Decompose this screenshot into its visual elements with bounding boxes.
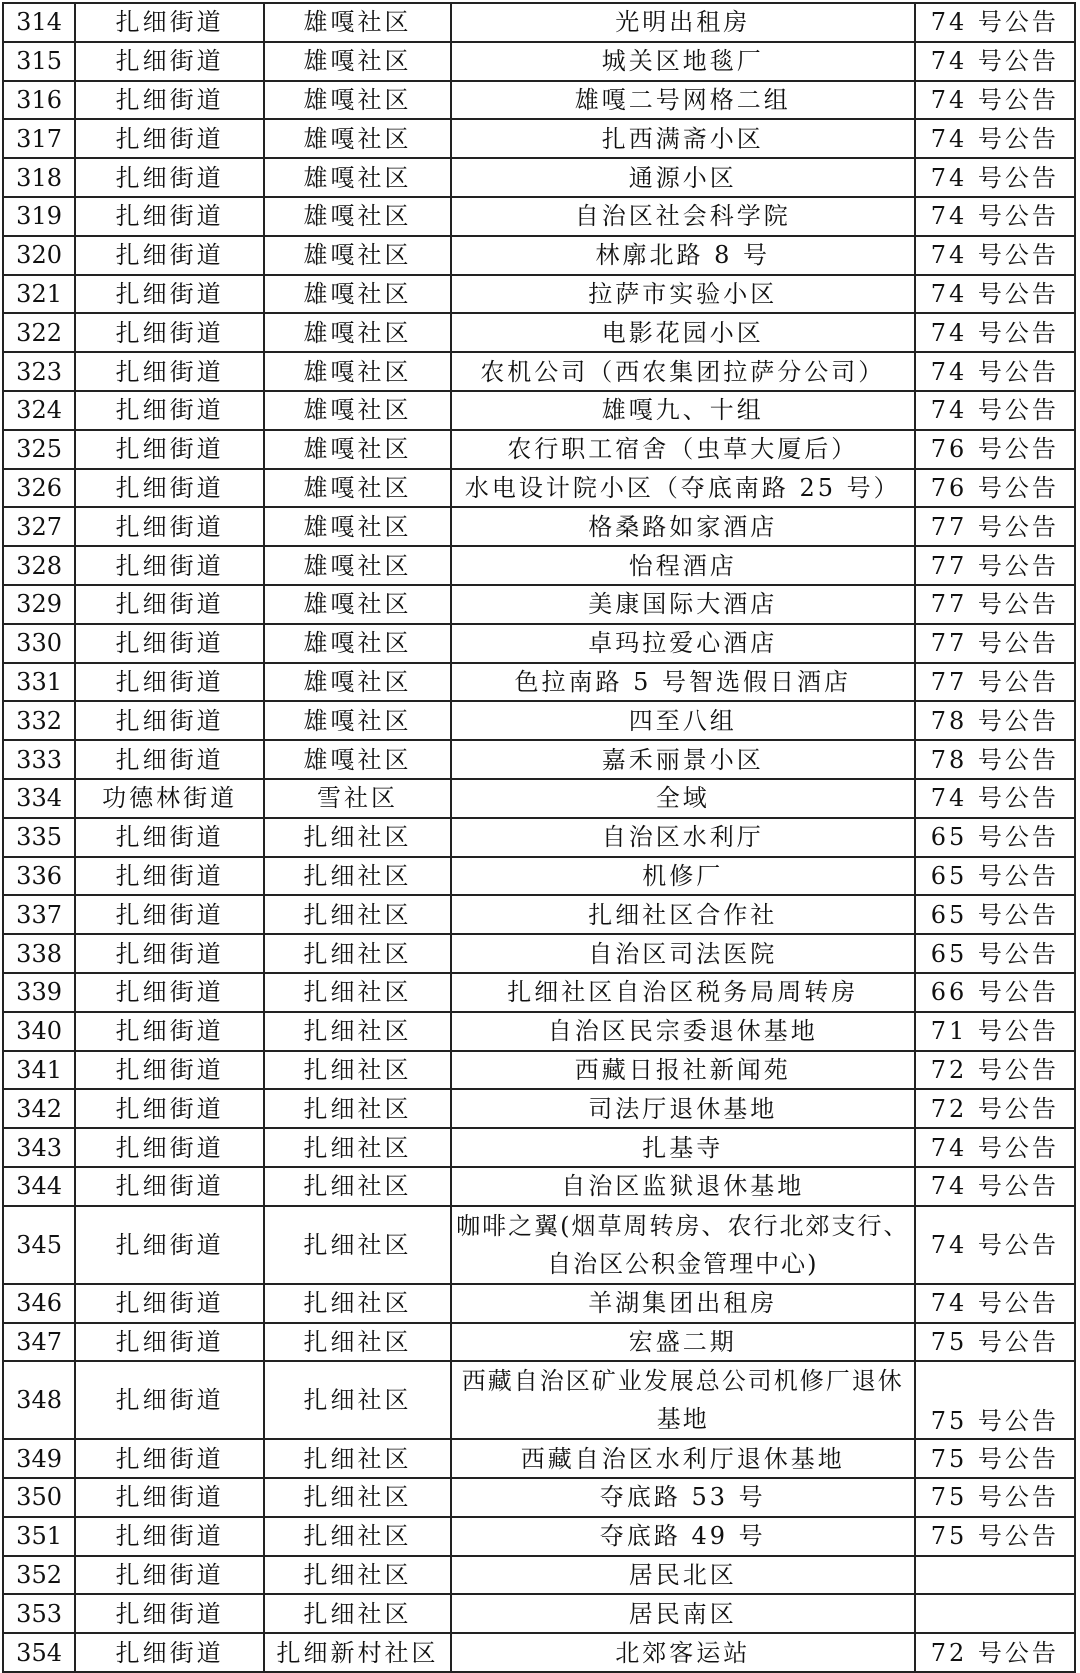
notice-cell: 77 号公告	[915, 663, 1075, 702]
table-row	[3, 1556, 1075, 1595]
table-row	[3, 352, 1075, 391]
row-number-cell: 344	[3, 1167, 75, 1206]
row-number-cell: 338	[3, 934, 75, 973]
street-cell: 扎细街道	[75, 275, 264, 314]
notice-cell: 74 号公告	[915, 391, 1075, 430]
place-cell: 卓玛拉爱心酒店	[451, 624, 915, 663]
place-cell: 水电设计院小区（夺底南路 25 号）	[451, 469, 915, 508]
community-cell: 扎细社区	[264, 1012, 451, 1051]
notice-cell: 74 号公告	[915, 236, 1075, 275]
place-cell: 自治区民宗委退休基地	[451, 1012, 915, 1051]
notice-cell: 75 号公告	[915, 1439, 1075, 1478]
street-cell: 扎细街道	[75, 1167, 264, 1206]
row-number-cell: 348	[3, 1361, 75, 1439]
table-row	[3, 585, 1075, 624]
row-number-cell: 351	[3, 1517, 75, 1556]
notice-cell: 72 号公告	[915, 1089, 1075, 1128]
community-cell: 扎细社区	[264, 1167, 451, 1206]
notice-cell: 75 号公告	[915, 1361, 1075, 1439]
community-cell: 扎细社区	[264, 1128, 451, 1167]
community-cell: 雄嘎社区	[264, 391, 451, 430]
street-cell: 扎细街道	[75, 158, 264, 197]
street-cell: 扎细街道	[75, 119, 264, 158]
place-cell: 北郊客运站	[451, 1633, 915, 1672]
row-number-cell: 354	[3, 1633, 75, 1672]
place-cell: 扎细社区自治区税务局周转房	[451, 973, 915, 1012]
place-cell: 扎细社区合作社	[451, 895, 915, 934]
row-number-cell: 323	[3, 352, 75, 391]
community-cell: 雄嘎社区	[264, 469, 451, 508]
community-cell: 扎细社区	[264, 1439, 451, 1478]
place-cell: 西藏自治区水利厅退休基地	[451, 1439, 915, 1478]
community-cell: 雪社区	[264, 779, 451, 818]
table-row	[3, 701, 1075, 740]
row-number-cell: 352	[3, 1556, 75, 1595]
street-cell: 扎细街道	[75, 1051, 264, 1090]
place-cell: 怡程酒店	[451, 546, 915, 585]
notice-cell: 75 号公告	[915, 1517, 1075, 1556]
community-cell: 扎细新村社区	[264, 1633, 451, 1672]
place-cell: 雄嘎二号网格二组	[451, 81, 915, 120]
table-row	[3, 1051, 1075, 1090]
row-number-cell: 333	[3, 740, 75, 779]
row-number-cell: 349	[3, 1439, 75, 1478]
community-cell: 雄嘎社区	[264, 740, 451, 779]
row-number-cell: 336	[3, 857, 75, 896]
table-row	[3, 1128, 1075, 1167]
street-cell: 扎细街道	[75, 818, 264, 857]
table-row	[3, 1594, 1075, 1633]
notice-cell	[915, 1594, 1075, 1633]
community-cell: 扎细社区	[264, 1594, 451, 1633]
street-cell: 扎细街道	[75, 430, 264, 469]
notice-cell: 74 号公告	[915, 779, 1075, 818]
place-cell: 电影花园小区	[451, 313, 915, 352]
row-number-cell: 347	[3, 1323, 75, 1362]
table-row	[3, 818, 1075, 857]
place-cell: 司法厅退休基地	[451, 1089, 915, 1128]
community-cell: 雄嘎社区	[264, 119, 451, 158]
notice-cell: 65 号公告	[915, 895, 1075, 934]
community-cell: 扎细社区	[264, 1361, 451, 1439]
street-cell: 扎细街道	[75, 1517, 264, 1556]
community-cell: 雄嘎社区	[264, 663, 451, 702]
community-cell: 雄嘎社区	[264, 507, 451, 546]
row-number-cell: 330	[3, 624, 75, 663]
community-cell: 扎细社区	[264, 1517, 451, 1556]
street-cell: 扎细街道	[75, 81, 264, 120]
row-number-cell: 321	[3, 275, 75, 314]
row-number-cell: 332	[3, 701, 75, 740]
table-row	[3, 1323, 1075, 1362]
row-number-cell: 325	[3, 430, 75, 469]
place-cell: 光明出租房	[451, 3, 915, 42]
row-number-cell: 322	[3, 313, 75, 352]
place-cell: 扎基寺	[451, 1128, 915, 1167]
notice-cell: 76 号公告	[915, 469, 1075, 508]
notice-cell: 65 号公告	[915, 934, 1075, 973]
place-cell: 美康国际大酒店	[451, 585, 915, 624]
street-cell: 扎细街道	[75, 585, 264, 624]
place-cell: 扎西满斋小区	[451, 119, 915, 158]
community-cell: 扎细社区	[264, 1089, 451, 1128]
row-number-cell: 315	[3, 42, 75, 81]
notice-cell: 74 号公告	[915, 158, 1075, 197]
table-row	[3, 973, 1075, 1012]
street-cell: 扎细街道	[75, 934, 264, 973]
street-cell: 扎细街道	[75, 1128, 264, 1167]
notice-cell: 74 号公告	[915, 313, 1075, 352]
community-cell: 雄嘎社区	[264, 3, 451, 42]
community-cell: 雄嘎社区	[264, 81, 451, 120]
community-cell: 雄嘎社区	[264, 546, 451, 585]
community-cell: 扎细社区	[264, 857, 451, 896]
street-cell: 扎细街道	[75, 1323, 264, 1362]
row-number-cell: 339	[3, 973, 75, 1012]
table-body	[3, 3, 1075, 1672]
area-list-table	[2, 2, 1076, 1673]
table-row	[3, 81, 1075, 120]
street-cell: 扎细街道	[75, 663, 264, 702]
street-cell: 扎细街道	[75, 1361, 264, 1439]
community-cell: 雄嘎社区	[264, 313, 451, 352]
community-cell: 雄嘎社区	[264, 585, 451, 624]
table-row	[3, 430, 1075, 469]
community-cell: 雄嘎社区	[264, 352, 451, 391]
community-cell: 扎细社区	[264, 1556, 451, 1595]
notice-cell: 75 号公告	[915, 1323, 1075, 1362]
place-cell: 农机公司（西农集团拉萨分公司）	[451, 352, 915, 391]
street-cell: 扎细街道	[75, 507, 264, 546]
table-row	[3, 391, 1075, 430]
notice-cell: 65 号公告	[915, 857, 1075, 896]
street-cell: 扎细街道	[75, 895, 264, 934]
street-cell: 扎细街道	[75, 3, 264, 42]
community-cell: 扎细社区	[264, 1051, 451, 1090]
row-number-cell: 331	[3, 663, 75, 702]
place-cell: 自治区监狱退休基地	[451, 1167, 915, 1206]
notice-cell: 74 号公告	[915, 3, 1075, 42]
table-row	[3, 1284, 1075, 1323]
community-cell: 雄嘎社区	[264, 42, 451, 81]
notice-cell: 78 号公告	[915, 701, 1075, 740]
table-row	[3, 546, 1075, 585]
notice-cell: 76 号公告	[915, 430, 1075, 469]
community-cell: 扎细社区	[264, 895, 451, 934]
community-cell: 雄嘎社区	[264, 430, 451, 469]
row-number-cell: 326	[3, 469, 75, 508]
row-number-cell: 335	[3, 818, 75, 857]
notice-cell: 74 号公告	[915, 1167, 1075, 1206]
street-cell: 扎细街道	[75, 546, 264, 585]
place-cell: 嘉禾丽景小区	[451, 740, 915, 779]
notice-cell: 74 号公告	[915, 81, 1075, 120]
street-cell: 扎细街道	[75, 1633, 264, 1672]
table-row	[3, 1012, 1075, 1051]
table-row	[3, 740, 1075, 779]
street-cell: 扎细街道	[75, 1478, 264, 1517]
notice-cell: 77 号公告	[915, 624, 1075, 663]
place-cell: 自治区水利厅	[451, 818, 915, 857]
notice-cell	[915, 1556, 1075, 1595]
place-cell: 居民北区	[451, 1556, 915, 1595]
street-cell: 扎细街道	[75, 1556, 264, 1595]
table-row	[3, 857, 1075, 896]
row-number-cell: 317	[3, 119, 75, 158]
row-number-cell: 343	[3, 1128, 75, 1167]
table-row	[3, 469, 1075, 508]
community-cell: 雄嘎社区	[264, 624, 451, 663]
place-cell: 通源小区	[451, 158, 915, 197]
place-cell: 西藏日报社新闻苑	[451, 1051, 915, 1090]
place-cell: 雄嘎九、十组	[451, 391, 915, 430]
community-cell: 扎细社区	[264, 1323, 451, 1362]
place-cell: 西藏自治区矿业发展总公司机修厂退休基地	[451, 1361, 915, 1439]
street-cell: 扎细街道	[75, 973, 264, 1012]
place-cell: 宏盛二期	[451, 1323, 915, 1362]
row-number-cell: 346	[3, 1284, 75, 1323]
row-number-cell: 314	[3, 3, 75, 42]
table-row	[3, 1167, 1075, 1206]
row-number-cell: 340	[3, 1012, 75, 1051]
notice-cell: 74 号公告	[915, 275, 1075, 314]
place-cell: 夺底路 53 号	[451, 1478, 915, 1517]
street-cell: 扎细街道	[75, 197, 264, 236]
table-row	[3, 236, 1075, 275]
table-row	[3, 1517, 1075, 1556]
community-cell: 扎细社区	[264, 1284, 451, 1323]
notice-cell: 71 号公告	[915, 1012, 1075, 1051]
notice-cell: 74 号公告	[915, 1206, 1075, 1284]
row-number-cell: 341	[3, 1051, 75, 1090]
notice-cell: 74 号公告	[915, 119, 1075, 158]
row-number-cell: 324	[3, 391, 75, 430]
street-cell: 扎细街道	[75, 1594, 264, 1633]
notice-cell: 77 号公告	[915, 507, 1075, 546]
community-cell: 雄嘎社区	[264, 275, 451, 314]
notice-cell: 77 号公告	[915, 546, 1075, 585]
place-cell: 全域	[451, 779, 915, 818]
place-cell: 咖啡之翼(烟草周转房、农行北郊支行、自治区公积金管理中心)	[451, 1206, 915, 1284]
notice-cell: 72 号公告	[915, 1633, 1075, 1672]
table-row	[3, 934, 1075, 973]
row-number-cell: 329	[3, 585, 75, 624]
community-cell: 扎细社区	[264, 1206, 451, 1284]
table-row	[3, 1206, 1075, 1284]
place-cell: 城关区地毯厂	[451, 42, 915, 81]
community-cell: 雄嘎社区	[264, 701, 451, 740]
place-cell: 夺底路 49 号	[451, 1517, 915, 1556]
table-row	[3, 275, 1075, 314]
notice-cell: 74 号公告	[915, 352, 1075, 391]
row-number-cell: 319	[3, 197, 75, 236]
community-cell: 扎细社区	[264, 934, 451, 973]
street-cell: 功德林街道	[75, 779, 264, 818]
row-number-cell: 328	[3, 546, 75, 585]
notice-cell: 77 号公告	[915, 585, 1075, 624]
street-cell: 扎细街道	[75, 701, 264, 740]
table-row	[3, 1478, 1075, 1517]
row-number-cell: 350	[3, 1478, 75, 1517]
street-cell: 扎细街道	[75, 469, 264, 508]
table-row	[3, 779, 1075, 818]
notice-cell: 75 号公告	[915, 1478, 1075, 1517]
notice-cell: 74 号公告	[915, 1128, 1075, 1167]
community-cell: 雄嘎社区	[264, 236, 451, 275]
place-cell: 羊湖集团出租房	[451, 1284, 915, 1323]
table-row	[3, 119, 1075, 158]
place-cell: 四至八组	[451, 701, 915, 740]
street-cell: 扎细街道	[75, 857, 264, 896]
row-number-cell: 327	[3, 507, 75, 546]
street-cell: 扎细街道	[75, 1012, 264, 1051]
table-row	[3, 313, 1075, 352]
table-row	[3, 1089, 1075, 1128]
street-cell: 扎细街道	[75, 1284, 264, 1323]
place-cell: 居民南区	[451, 1594, 915, 1633]
row-number-cell: 316	[3, 81, 75, 120]
place-cell: 格桑路如家酒店	[451, 507, 915, 546]
notice-cell: 65 号公告	[915, 818, 1075, 857]
notice-cell: 74 号公告	[915, 42, 1075, 81]
street-cell: 扎细街道	[75, 313, 264, 352]
place-cell: 林廓北路 8 号	[451, 236, 915, 275]
row-number-cell: 342	[3, 1089, 75, 1128]
community-cell: 扎细社区	[264, 973, 451, 1012]
table-row	[3, 1633, 1075, 1672]
street-cell: 扎细街道	[75, 1206, 264, 1284]
notice-cell: 78 号公告	[915, 740, 1075, 779]
community-cell: 雄嘎社区	[264, 158, 451, 197]
place-cell: 机修厂	[451, 857, 915, 896]
table-row	[3, 158, 1075, 197]
street-cell: 扎细街道	[75, 236, 264, 275]
street-cell: 扎细街道	[75, 1089, 264, 1128]
row-number-cell: 334	[3, 779, 75, 818]
row-number-cell: 353	[3, 1594, 75, 1633]
row-number-cell: 318	[3, 158, 75, 197]
street-cell: 扎细街道	[75, 624, 264, 663]
street-cell: 扎细街道	[75, 352, 264, 391]
community-cell: 扎细社区	[264, 818, 451, 857]
street-cell: 扎细街道	[75, 391, 264, 430]
place-cell: 色拉南路 5 号智选假日酒店	[451, 663, 915, 702]
street-cell: 扎细街道	[75, 1439, 264, 1478]
place-cell: 自治区社会科学院	[451, 197, 915, 236]
notice-cell: 74 号公告	[915, 197, 1075, 236]
street-cell: 扎细街道	[75, 42, 264, 81]
table-row	[3, 1361, 1075, 1439]
table-row	[3, 895, 1075, 934]
street-cell: 扎细街道	[75, 740, 264, 779]
community-cell: 雄嘎社区	[264, 197, 451, 236]
notice-cell: 66 号公告	[915, 973, 1075, 1012]
table-row	[3, 42, 1075, 81]
place-cell: 自治区司法医院	[451, 934, 915, 973]
place-cell: 农行职工宿舍（虫草大厦后）	[451, 430, 915, 469]
table-row	[3, 624, 1075, 663]
table-row	[3, 663, 1075, 702]
table-row	[3, 507, 1075, 546]
place-cell: 拉萨市实验小区	[451, 275, 915, 314]
table-row	[3, 1439, 1075, 1478]
row-number-cell: 320	[3, 236, 75, 275]
row-number-cell: 345	[3, 1206, 75, 1284]
notice-cell: 72 号公告	[915, 1051, 1075, 1090]
community-cell: 扎细社区	[264, 1478, 451, 1517]
table-row	[3, 3, 1075, 42]
table-row	[3, 197, 1075, 236]
row-number-cell: 337	[3, 895, 75, 934]
notice-cell: 74 号公告	[915, 1284, 1075, 1323]
